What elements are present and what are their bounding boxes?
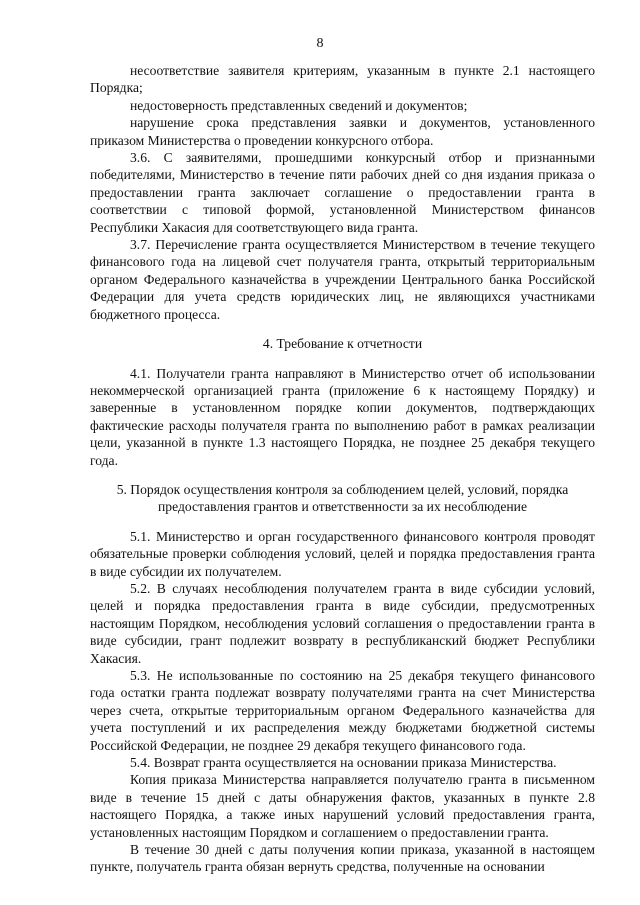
paragraph: нарушение срока представления заявки и документов, установленного приказом Министерства о проведении конкурсного отбора. — [90, 115, 595, 148]
paragraph: 5.3. Не использованные по состоянию на 25 декабря текущего финансового года остатки гранта подлежат возврату получателями гранта на счет Министерства через счета, открытые территориальным органом Федерального казначейства для учета поступлений и их распределения между бюджетами бюджетной системы Российской Федерации, не позднее 29 декабря текущего финансового года. — [90, 668, 595, 753]
paragraph: несоответствие заявителя критериям, указанным в пункте 2.1 настоящего Порядка; — [90, 63, 595, 96]
paragraph: Копия приказа Министерства направляется получателю гранта в письменном виде в течение 15 дней с даты обнаружения фактов, указанных в пункте 2.8 настоящего Порядка, а также иных нарушений условий предоставления гранта, установленных настоящим Порядком и соглашением о предоставлении гранта. — [90, 772, 595, 840]
paragraph: 5.1. Министерство и орган государственного финансового контроля проводят обязательные проверки соблюдения условий, целей и порядка предоставления гранта в виде субсидии их получателем. — [90, 528, 595, 579]
paragraph: 4.1. Получатели гранта направляют в Министерство отчет об использовании некоммерческой организацией гранта (приложение 6 к настоящему Порядку) и заверенные в установленном порядке копии документов, подтверждающих фактические расходы получателя гранта по выполнению работ в рамках реализации цели, указанной в пункте 1.3 настоящего Порядка, не позднее 25 декабря текущего года. — [90, 365, 595, 468]
document-body — [90, 62, 595, 876]
paragraph: 5.4. Возврат гранта осуществляется на основании приказа Министерства. — [130, 755, 557, 771]
paragraph: 3.7. Перечисление гранта осуществляется Министерством в течение текущего финансового года на лицевой счет получателя гранта, открытый территориальным органом Федерального казначейства в учреждении Центрального банка Российской Федерации для учета средств юридических лиц, не являющихся участниками бюджетного процесса. — [90, 237, 595, 322]
page-number: 8 — [316, 36, 324, 51]
paragraph: 5.2. В случаях несоблюдения получателем гранта в виде субсидии условий, целей и порядка предоставления гранта в виде субсидии, предусмотренных настоящим Порядком, несоблюдения условий соглашения о предоставлении гранта в виде субсидии, грант подлежит возврату в республиканский бюджет Республики Хакасия. — [90, 580, 595, 666]
paragraph: недостоверность представленных сведений и документов; — [130, 97, 468, 113]
section-4-heading: 4. Требование к отчетности — [262, 336, 423, 352]
paragraph: В течение 30 дней с даты получения копии приказа, указанной в настоящем пункте, получатель гранта обязан вернуть средства, полученные на основании — [90, 842, 595, 875]
paragraph: 3.6. С заявителями, прошедшими конкурсный отбор и признанными победителями, Министерство в течение пяти рабочих дней со дня издания приказа о предоставлении гранта заключает соглашение о предоставлении гранта в соответствии с типовой формой, установленной Министерством финансов Республики Хакасия для соответствующего вида гранта. — [90, 150, 595, 235]
section-5-heading-line-1: 5. Порядок осуществления контроля за соблюдением целей, условий, порядка — [116, 481, 569, 497]
section-5-heading-line-2: предоставления грантов и ответственности за их несоблюдение — [158, 499, 527, 515]
